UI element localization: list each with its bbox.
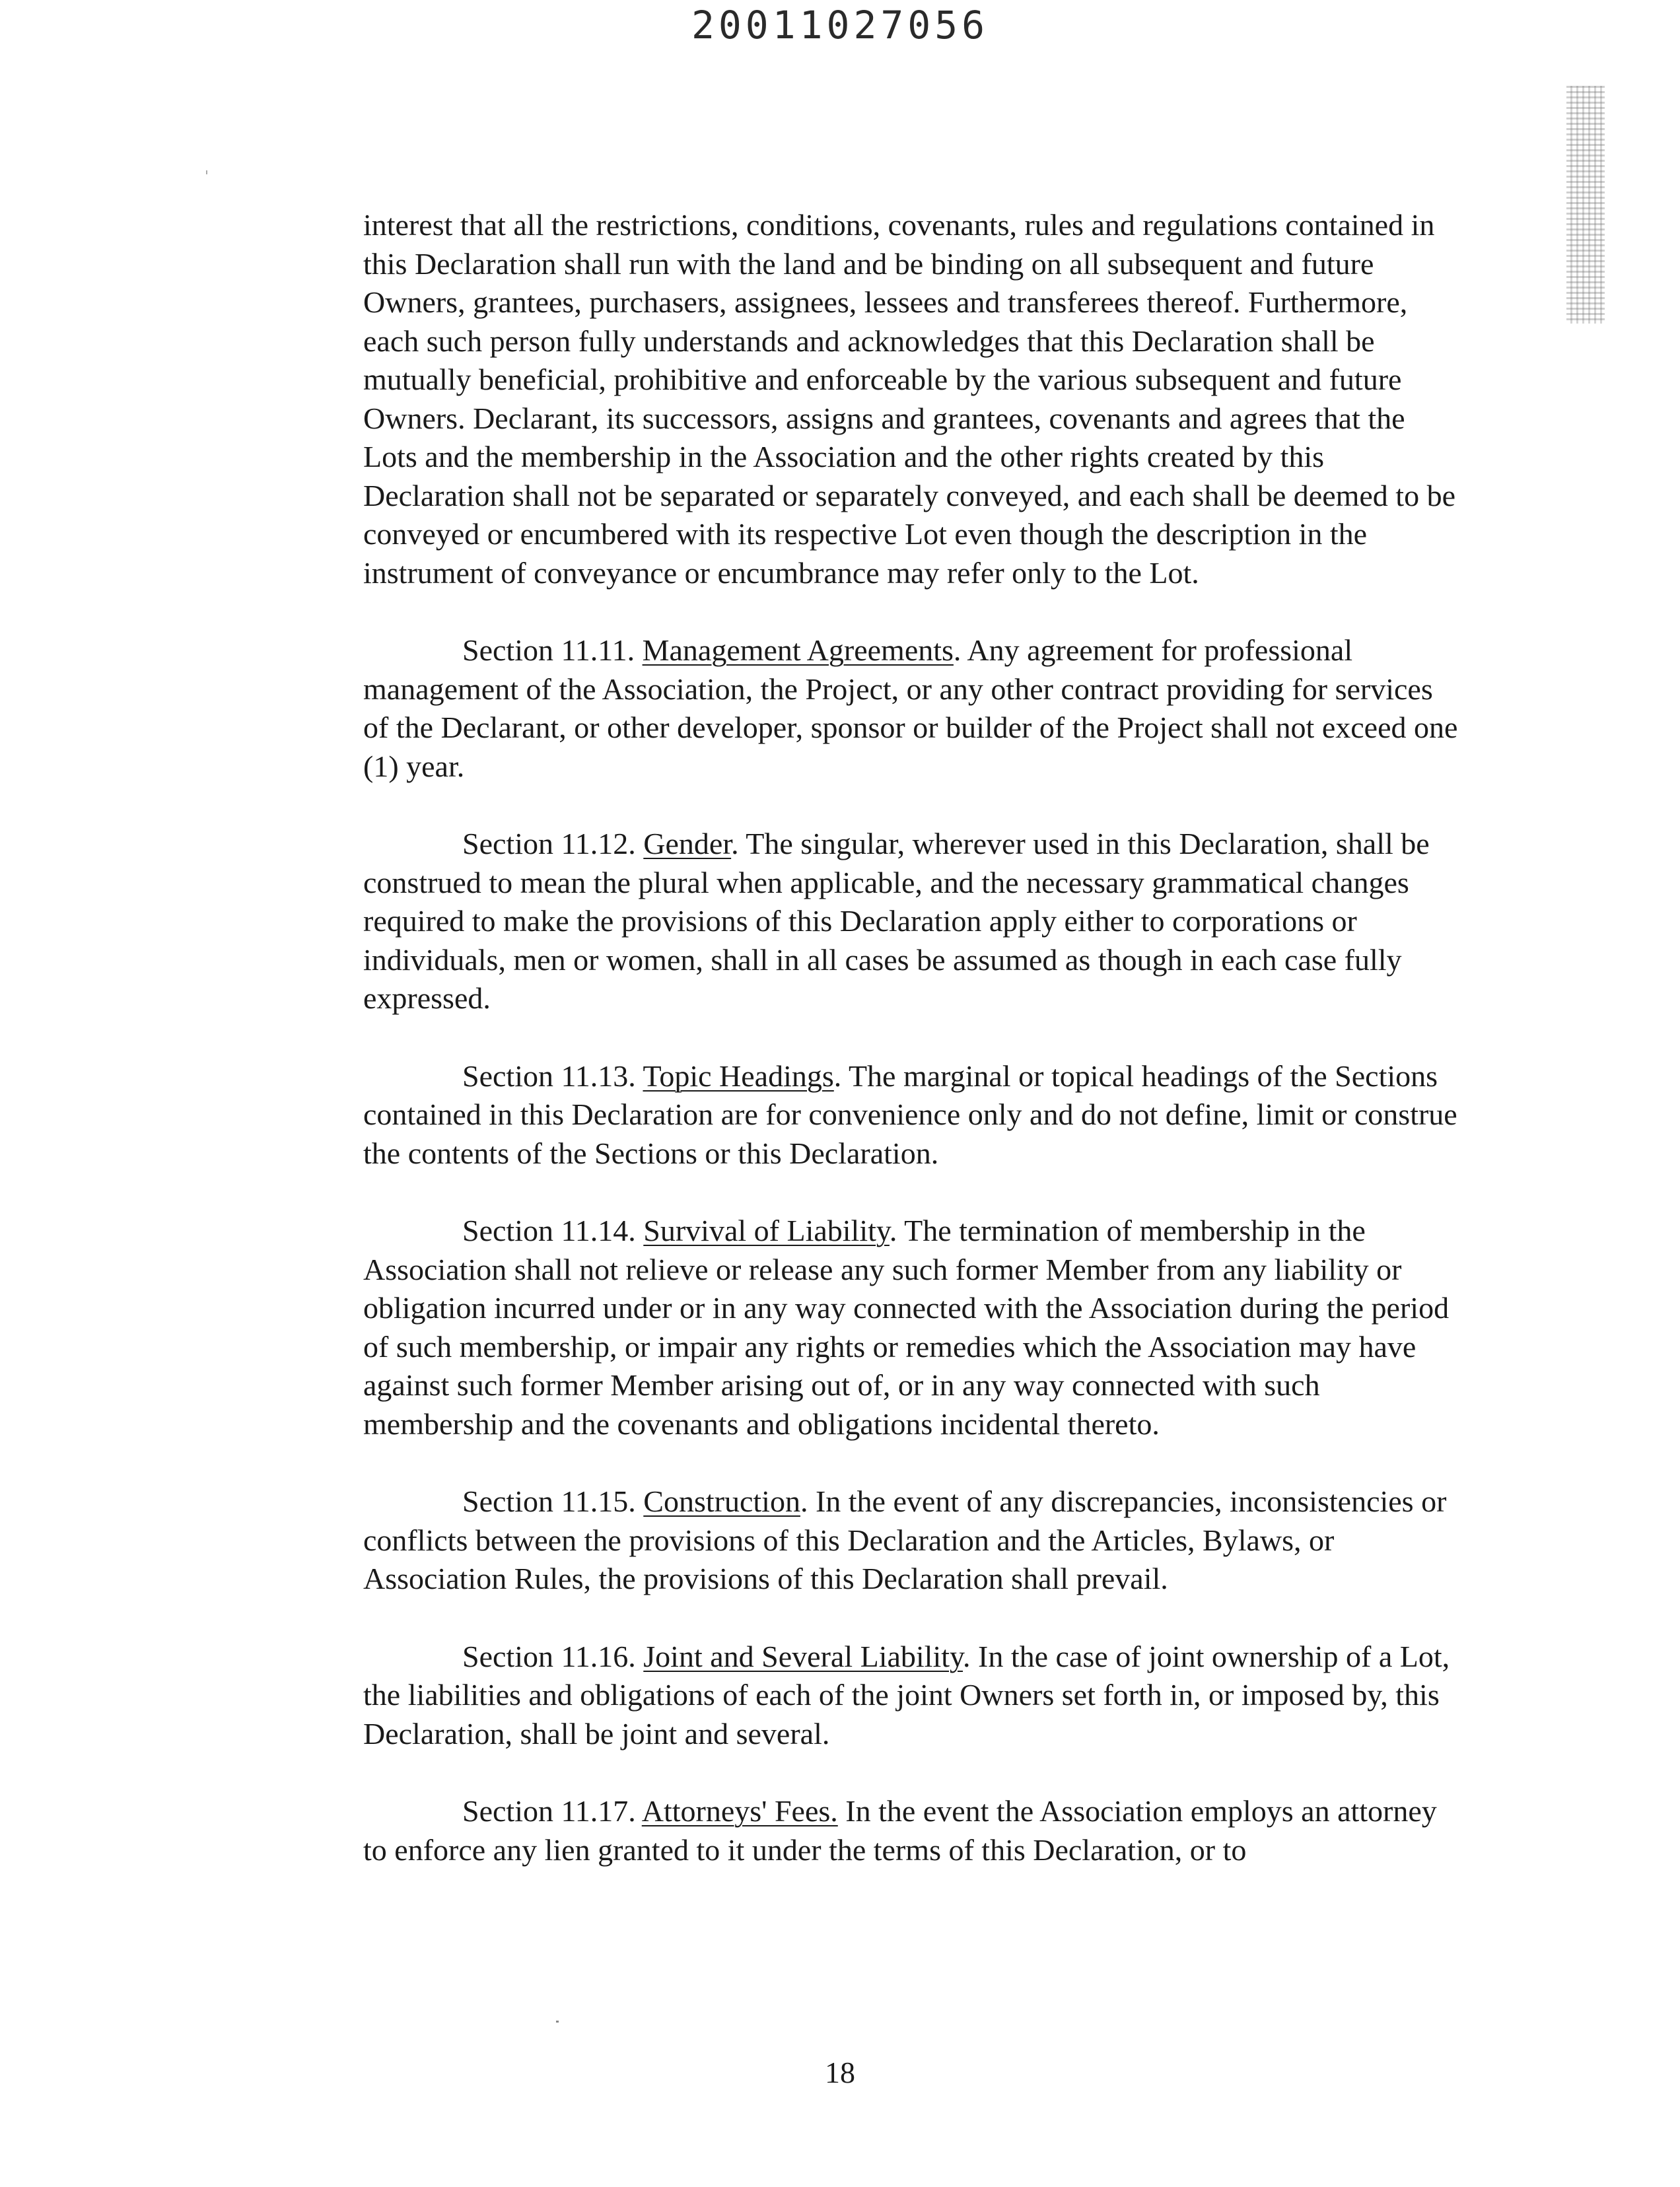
section-text: In the event the Association employs an attorney to enforce any lien granted to it under the terms of this Declaration, or to [363,1794,1437,1867]
section-11-12 [363,825,1459,1018]
section-11-13 [363,1057,1459,1173]
section-heading: Attorneys' Fees. [641,1794,838,1828]
margin-mark [206,170,207,174]
section-heading: Gender [643,827,732,860]
section-number: Section 11.16. [462,1639,636,1673]
section-number: Section 11.12. [462,827,636,860]
section-text: . The termination of membership in the Association shall not relieve or release any such former Member from any liability or obligation incurred under or in any way connected with the Association during the period of such membership, or impair any rights or remedies which the Association may have against such former Member arising out of, or in any way connected with such membership and the covenants and obligations incidental thereto. [363,1214,1450,1441]
page-number: 18 [825,2056,855,2089]
section-number: Section 11.15. [462,1484,636,1518]
section-number: Section 11.17. [462,1794,636,1828]
section-heading: Survival of Liability [643,1214,890,1247]
section-number: Section 11.14. [462,1214,636,1247]
opening-paragraph: interest that all the restrictions, conditions, covenants, rules and regulations contained in this Declaration shall run with the land and be binding on all subsequent and future Owners, grantees, purchasers, assignees, lessees and transferees thereof. Furthermore, each such person fully understands and acknowledges that this Declaration shall be mutually beneficial, prohibitive and enforceable by the various subsequent and future Owners. Declarant, its successors, assigns and grantees, covenants and agrees that the Lots and the membership in the Association and the other rights created by this Declaration shall not be separated or separately conveyed, and each shall be deemed to be conveyed or encumbered with its respective Lot even though the description in the instrument of conveyance or encumbrance may refer only to the Lot. [363,208,1456,590]
section-text: . In the event of any discrepancies, inconsistencies or conflicts between the provisions of this Declaration and the Articles, Bylaws, or Association Rules, the provisions of this Declaration shall prevail. [363,1484,1447,1595]
section-heading: Management Agreements [642,633,954,667]
section-11-16 [363,1638,1459,1754]
section-text: . Any agreement for professional management of the Association, the Project, or any other contract providing for services of the Declarant, or other developer, sponsor or builder of the Project shall not exceed one (1) year. [363,633,1458,783]
section-11-17 [363,1792,1459,1869]
recording-number: 20011027056 [691,3,989,48]
document-body [363,206,1459,1869]
section-number: Section 11.13. [462,1059,636,1093]
section-number: Section 11.11. [462,633,635,667]
section-heading: Joint and Several Liability [643,1639,963,1673]
section-11-15 [363,1482,1459,1599]
margin-stamp [1566,86,1605,324]
scan-speck [556,2021,559,2023]
section-text: . The singular, wherever used in this Declaration, shall be construed to mean the plural when applicable, and the necessary grammatical changes required to make the provisions of this Declaration apply either to corporations or individuals, men or women, shall in all cases be assumed as though in each case fully expressed. [363,827,1430,1015]
section-heading: Construction [643,1484,800,1518]
section-text: . In the case of joint ownership of a Lot, the liabilities and obligations of each of the joint Owners set forth in, or imposed by, this Declaration, shall be joint and several. [363,1639,1450,1751]
section-text: . The marginal or topical headings of the Sections contained in this Declaration are for convenience only and do not define, limit or construe the contents of the Sections or this Declaration. [363,1059,1457,1170]
section-11-11 [363,631,1459,786]
section-11-14 [363,1212,1459,1443]
section-heading: Topic Headings [643,1059,834,1093]
